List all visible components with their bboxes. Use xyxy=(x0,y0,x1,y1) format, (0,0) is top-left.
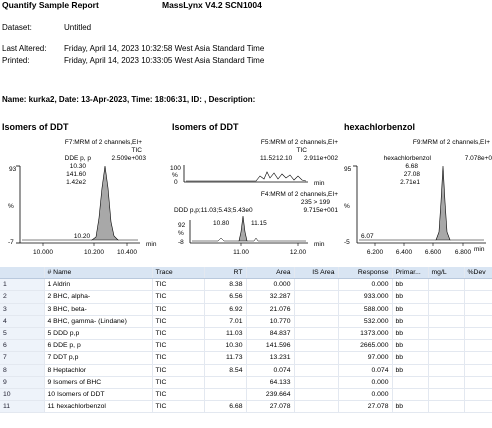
row-area: 10.770 xyxy=(246,315,294,327)
row-is-area xyxy=(294,364,338,376)
row-area: 64.133 xyxy=(246,376,294,388)
row-response: 2665.000 xyxy=(338,340,392,352)
row-rt: 8.38 xyxy=(204,279,246,291)
row-response: 97.000 xyxy=(338,352,392,364)
chart2-lower-ytop: 92 xyxy=(178,222,186,229)
row-is-area xyxy=(294,279,338,291)
row-name: 6 DDE p, p xyxy=(44,340,152,352)
row-trace: TIC xyxy=(152,340,204,352)
chart2-lower-peak-label: DDD p,p;11.03;5.43;5.43e0 xyxy=(174,207,253,214)
row-response: 0.000 xyxy=(338,389,392,401)
sample-name-line: Name: kurka2, Date: 13-Apr-2023, Time: 18:06:31, ID: , Description: xyxy=(2,95,256,104)
table-row[interactable] xyxy=(0,389,492,401)
chart2-lower-intensity: 9.715e+001 xyxy=(303,207,338,214)
chart1-title: Isomers of DDT xyxy=(2,122,69,132)
chart1-xtick: 10.200 xyxy=(84,249,104,256)
chart2-upper-ybottom: 0 xyxy=(174,179,178,186)
chart3-ybottom: -5 xyxy=(344,239,350,246)
row-name: 1 Aldrin xyxy=(44,279,152,291)
chart2-lower-rt2: 11.15 xyxy=(251,220,267,227)
chart1-chromatogram xyxy=(0,132,168,262)
chart1-peak-area: 141.60 xyxy=(66,171,86,178)
row-area: 84.837 xyxy=(246,328,294,340)
row-mgl xyxy=(428,315,464,327)
idx: 3 xyxy=(0,303,44,315)
chart1-xtick: 10.000 xyxy=(33,249,53,256)
row-area: 21.076 xyxy=(246,303,294,315)
chart1-peak-label: DDE p, p xyxy=(64,155,91,162)
chart3-xtick: 6.200 xyxy=(366,249,384,256)
row-is-area xyxy=(294,315,338,327)
chart2-upper-intensity: 2.911e+002 xyxy=(303,155,338,162)
row-primary: bb xyxy=(392,364,428,376)
row-mgl xyxy=(428,303,464,315)
chart3-intensity: 7.078e+0 xyxy=(464,155,492,162)
table-row[interactable] xyxy=(0,291,492,303)
row-mgl xyxy=(428,401,464,413)
row-primary: bb xyxy=(392,352,428,364)
chart2-upper-yunit: % xyxy=(172,172,178,179)
row-name: 8 Heptachlor xyxy=(44,364,152,376)
table-row[interactable] xyxy=(0,401,492,413)
chart2-xtick: 12.00 xyxy=(289,249,307,256)
row-dev xyxy=(464,340,492,352)
chart2-lower-yunit: % xyxy=(178,230,184,237)
idx: 5 xyxy=(0,328,44,340)
chart2-upper-rt2: 12.10 xyxy=(276,155,293,162)
chart2-lower-rt1: 10.80 xyxy=(213,220,230,227)
chart2-lower-ybottom: -8 xyxy=(178,239,184,246)
row-name: 5 DDD p,p xyxy=(44,328,152,340)
col-header-dev[interactable]: %Dev xyxy=(464,267,492,279)
row-dev xyxy=(464,376,492,388)
row-mgl xyxy=(428,328,464,340)
row-rt xyxy=(204,389,246,401)
row-rt: 8.54 xyxy=(204,364,246,376)
row-is-area xyxy=(294,401,338,413)
chart1-peak-rt: 10.30 xyxy=(69,163,86,170)
row-mgl xyxy=(428,352,464,364)
row-name: 9 Isomers of BHC xyxy=(44,376,152,388)
row-rt: 10.30 xyxy=(204,340,246,352)
report-title: Quantify Sample Report xyxy=(2,0,99,10)
chart2-chromatogram xyxy=(168,132,340,262)
row-dev xyxy=(464,279,492,291)
chart3-yunit: % xyxy=(344,203,350,210)
chart1-ytop: 93 xyxy=(9,166,17,173)
idx: 11 xyxy=(0,401,44,413)
table-row[interactable] xyxy=(0,340,492,352)
chart1-yunit: % xyxy=(8,203,14,210)
table-header-row xyxy=(0,267,492,279)
row-primary: bb xyxy=(392,303,428,315)
row-trace: TIC xyxy=(152,389,204,401)
chart3-peak-height: 2.71e1 xyxy=(400,179,420,186)
last-altered-label: Last Altered: xyxy=(2,44,47,53)
row-is-area xyxy=(294,328,338,340)
row-area: 239.664 xyxy=(246,389,294,401)
row-trace: TIC xyxy=(152,291,204,303)
row-area: 13.231 xyxy=(246,352,294,364)
last-altered-value: Friday, April 14, 2023 10:32:58 West Asia Standard Time xyxy=(64,44,265,53)
chart2-lower-xunit: min xyxy=(314,241,325,248)
col-header-name[interactable]: # Name xyxy=(44,267,152,279)
chart1-trace: TIC xyxy=(131,147,142,154)
row-response: 933.000 xyxy=(338,291,392,303)
row-dev xyxy=(464,352,492,364)
chart3-title: hexachlorbenzol xyxy=(344,122,416,132)
row-name: 2 BHC, alpha- xyxy=(44,291,152,303)
app-version: MassLynx V4.2 SCN1004 xyxy=(162,0,262,10)
row-rt: 7.01 xyxy=(204,315,246,327)
row-trace: TIC xyxy=(152,364,204,376)
idx: 1 xyxy=(0,279,44,291)
row-response: 588.000 xyxy=(338,303,392,315)
idx: 7 xyxy=(0,352,44,364)
chart3-channel: F9:MRM of 2 channels,EI+ xyxy=(412,139,490,146)
row-is-area xyxy=(294,389,338,401)
row-area: 0.074 xyxy=(246,364,294,376)
row-is-area xyxy=(294,340,338,352)
row-dev xyxy=(464,328,492,340)
row-response: 0.000 xyxy=(338,376,392,388)
chart2-upper-rt1: 11.52 xyxy=(260,155,276,162)
idx: 6 xyxy=(0,340,44,352)
row-primary xyxy=(392,389,428,401)
idx: 2 xyxy=(0,291,44,303)
chart2-upper-channel: F5:MRM of 2 channels,EI+ xyxy=(260,139,338,146)
dataset-value: Untitled xyxy=(64,23,92,32)
row-primary xyxy=(392,376,428,388)
idx: 8 xyxy=(0,364,44,376)
row-rt xyxy=(204,376,246,388)
chart3-xtick: 6.400 xyxy=(395,249,413,256)
row-name: 10 Isomers of DDT xyxy=(44,389,152,401)
row-mgl xyxy=(428,389,464,401)
chart2-title: Isomers of DDT xyxy=(172,122,239,132)
chart3-peak-label: hexachlorbenzol xyxy=(383,155,431,162)
chart2-lower-transition: 235 > 199 xyxy=(300,199,330,206)
row-mgl xyxy=(428,340,464,352)
idx: 10 xyxy=(0,389,44,401)
chart3-xtick: 6.600 xyxy=(424,249,442,256)
chart1-peak-height: 1.42e2 xyxy=(66,179,86,186)
chart2-upper-xunit: min xyxy=(314,180,325,187)
dataset-label: Dataset: xyxy=(2,23,32,32)
chart2-upper-trace: TIC xyxy=(296,147,307,154)
chart3-xunit: min xyxy=(474,246,485,253)
row-area: 0.000 xyxy=(246,279,294,291)
row-trace: TIC xyxy=(152,279,204,291)
row-trace: TIC xyxy=(152,376,204,388)
table-row[interactable] xyxy=(0,279,492,291)
table-row[interactable] xyxy=(0,352,492,364)
row-dev xyxy=(464,389,492,401)
row-dev xyxy=(464,303,492,315)
table-row[interactable] xyxy=(0,303,492,315)
col-header-area[interactable]: Area xyxy=(246,267,294,279)
row-dev xyxy=(464,291,492,303)
row-trace: TIC xyxy=(152,328,204,340)
row-area: 141.596 xyxy=(246,340,294,352)
col-header-response[interactable]: Response xyxy=(338,267,392,279)
row-rt: 11.73 xyxy=(204,352,246,364)
chart3-xtick: 6.800 xyxy=(454,249,472,256)
idx: 9 xyxy=(0,376,44,388)
row-dev xyxy=(464,401,492,413)
row-mgl xyxy=(428,291,464,303)
row-mgl xyxy=(428,279,464,291)
row-primary: bb xyxy=(392,328,428,340)
chart3-peak-area: 27.08 xyxy=(403,171,420,178)
chart2-xtick: 11.00 xyxy=(233,249,249,256)
row-primary: bb xyxy=(392,291,428,303)
row-response: 27.078 xyxy=(338,401,392,413)
row-mgl xyxy=(428,364,464,376)
row-rt: 11.03 xyxy=(204,328,246,340)
row-primary: bb xyxy=(392,279,428,291)
row-primary: bb xyxy=(392,401,428,413)
row-primary: bb xyxy=(392,340,428,352)
chart3-peak-rt: 6.68 xyxy=(405,163,418,170)
table-row[interactable] xyxy=(0,376,492,388)
row-trace: TIC xyxy=(152,303,204,315)
row-rt: 6.56 xyxy=(204,291,246,303)
row-primary: bb xyxy=(392,315,428,327)
row-name: 11 hexachlorbenzol xyxy=(44,401,152,413)
table-row[interactable] xyxy=(0,364,492,376)
table-row[interactable] xyxy=(0,315,492,327)
row-rt: 6.92 xyxy=(204,303,246,315)
row-area: 27.078 xyxy=(246,401,294,413)
row-trace: TIC xyxy=(152,352,204,364)
chart1-ybottom: -7 xyxy=(8,239,14,246)
row-name: 7 DDT p,p xyxy=(44,352,152,364)
chart1-intensity: 2.509e+003 xyxy=(111,155,146,162)
chart1-baseline-label: 10.20 xyxy=(73,233,91,240)
printed-value: Friday, April 14, 2023 10:33:05 West Asia Standard Time xyxy=(64,56,265,65)
row-dev xyxy=(464,364,492,376)
idx: 4 xyxy=(0,315,44,327)
row-response: 532.000 xyxy=(338,315,392,327)
col-header-trace[interactable]: Trace xyxy=(152,267,204,279)
chart1-channel: F7:MRM of 2 channels,EI+ xyxy=(64,139,142,146)
col-header-is-area[interactable]: IS Area xyxy=(294,267,338,279)
row-response: 0.074 xyxy=(338,364,392,376)
chart1-xtick: 10.400 xyxy=(117,249,137,256)
printed-label: Printed: xyxy=(2,56,30,65)
chart3-ytop: 95 xyxy=(344,166,352,173)
col-header-index[interactable] xyxy=(0,267,44,279)
chart2-upper-ytop: 100 xyxy=(170,165,181,172)
table-row[interactable] xyxy=(0,328,492,340)
row-is-area xyxy=(294,376,338,388)
row-dev xyxy=(464,315,492,327)
chart2-lower-channel: F4:MRM of 2 channels,EI+ xyxy=(260,191,338,198)
col-header-mgl[interactable]: mg/L xyxy=(428,267,464,279)
row-rt: 6.68 xyxy=(204,401,246,413)
row-response: 0.000 xyxy=(338,279,392,291)
row-is-area xyxy=(294,303,338,315)
row-area: 32.287 xyxy=(246,291,294,303)
row-trace: TIC xyxy=(152,401,204,413)
results-table xyxy=(0,267,492,413)
col-header-rt[interactable]: RT xyxy=(204,267,246,279)
row-is-area xyxy=(294,291,338,303)
chart1-xunit: min xyxy=(146,241,157,248)
row-response: 1373.000 xyxy=(338,328,392,340)
row-name: 4 BHC, gamma- (Lindane) xyxy=(44,315,152,327)
row-name: 3 BHC, beta- xyxy=(44,303,152,315)
row-mgl xyxy=(428,376,464,388)
chart3-chromatogram xyxy=(340,132,492,262)
col-header-primary[interactable]: Primar... xyxy=(392,267,428,279)
row-trace: TIC xyxy=(152,315,204,327)
chart3-baseline-label: 6.07 xyxy=(361,233,374,240)
row-is-area xyxy=(294,352,338,364)
